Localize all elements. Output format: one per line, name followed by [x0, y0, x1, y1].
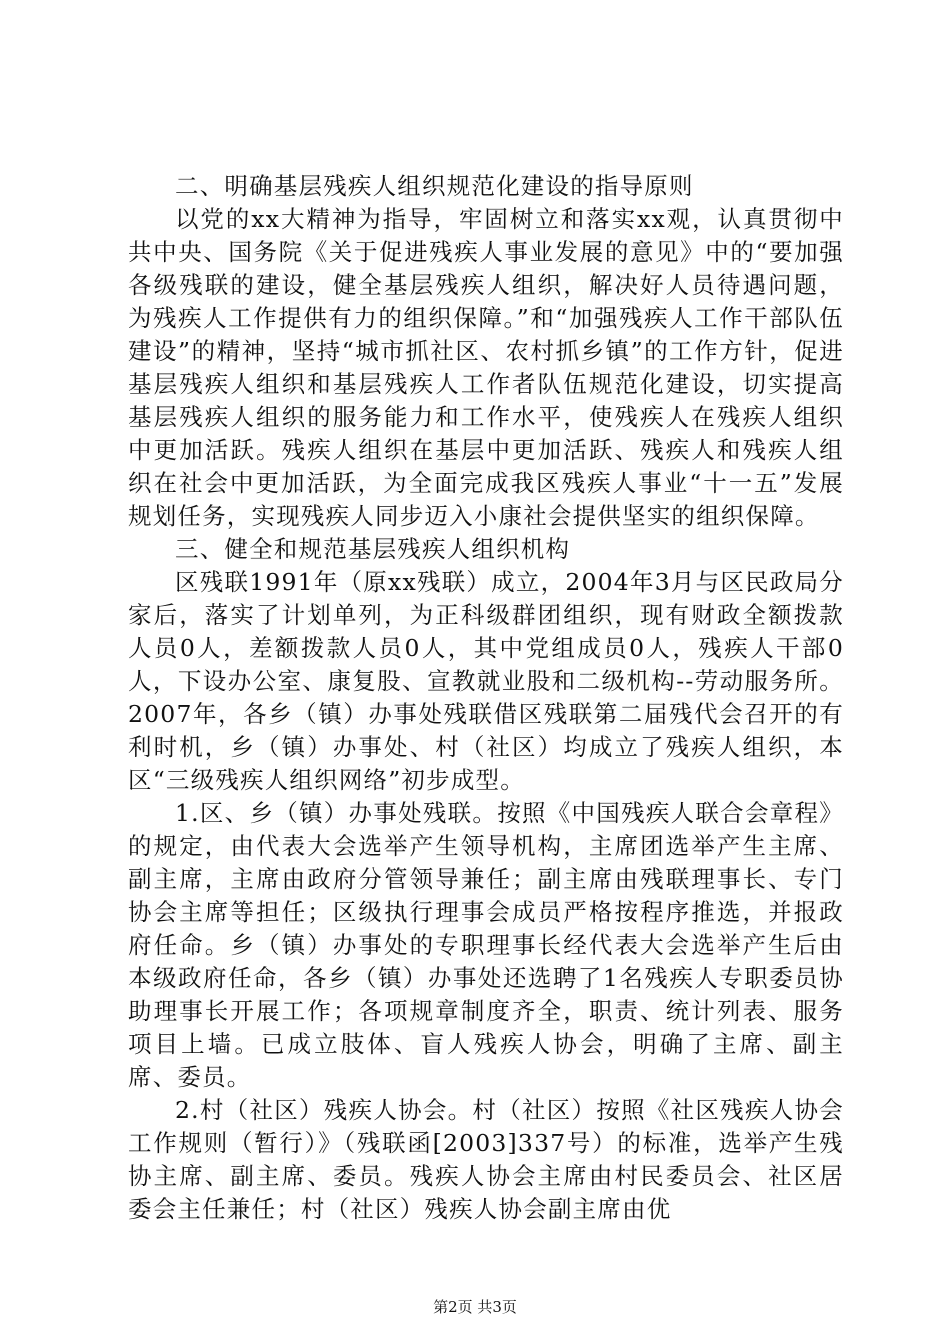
paragraph-village-community-association: 2.村（社区）残疾人协会。村（社区）按照《社区残疾人协会工作规则（暂行）》（残联函[2003]337号）的标准，选举产生残协主席、副主席、委员。残疾人协会主席由村民委员会、社区居委会主任兼任；村（社区）残疾人协会副主席由优	[128, 1096, 844, 1223]
section-heading-guiding-principles: 二、明确基层残疾人组织规范化建设的指导原则	[175, 172, 694, 200]
section-heading-organization: 三、健全和规范基层残疾人组织机构	[175, 535, 571, 563]
paragraph-district-township-federation: 1.区、乡（镇）办事处残联。按照《中国残疾人联合会章程》的规定，由代表大会选举产生领导机构，主席团选举产生主席、副主席，主席由政府分管领导兼任；副主席由残联理事长、专门协会主席等担任；区级执行理事会成员严格按程序推选，并报政府任命。乡（镇）办事处的专职理事长经代表大会选举产生后由本级政府任命，各乡（镇）办事处还选聘了1名残疾人专职委员协助理事长开展工作；各项规章制度齐全，职责、统计列表、服务项目上墙。已成立肢体、盲人残疾人协会，明确了主席、副主席、委员。	[128, 799, 844, 1091]
page-number-footer: 第2页 共3页	[433, 1298, 517, 1316]
document-body	[128, 170, 844, 1226]
paragraph-guiding-principles: 以党的xx大精神为指导，牢固树立和落实xx观，认真贯彻中共中央、国务院《关于促进残疾人事业发展的意见》中的“要加强各级残联的建设，健全基层残疾人组织，解决好人员待遇问题，为残疾人工作提供有力的组织保障。”和“加强残疾人工作干部队伍建设”的精神，坚持“城市抓社区、农村抓乡镇”的工作方针，促进基层残疾人组织和基层残疾人工作者队伍规范化建设，切实提高基层残疾人组织的服务能力和工作水平，使残疾人在残疾人组织中更加活跃。残疾人组织在基层中更加活跃、残疾人和残疾人组织在社会中更加活跃，为全面完成我区残疾人事业“十一五”发展规划任务，实现残疾人同步迈入小康社会提供坚实的组织保障。	[128, 205, 844, 530]
paragraph-organization-history: 区残联1991年（原xx残联）成立，2004年3月与区民政局分家后，落实了计划单列，为正科级群团组织，现有财政全额拨款人员0人，差额拨款人员0人，其中党组成员0人，残疾人干部0人，下设办公室、康复股、宣教就业股和二级机构--劳动服务所。2007年，各乡（镇）办事处残联借区残联第二届残代会召开的有利时机，乡（镇）办事处、村（社区）均成立了残疾人组织，本区“三级残疾人组织网络”初步成型。	[128, 568, 844, 794]
